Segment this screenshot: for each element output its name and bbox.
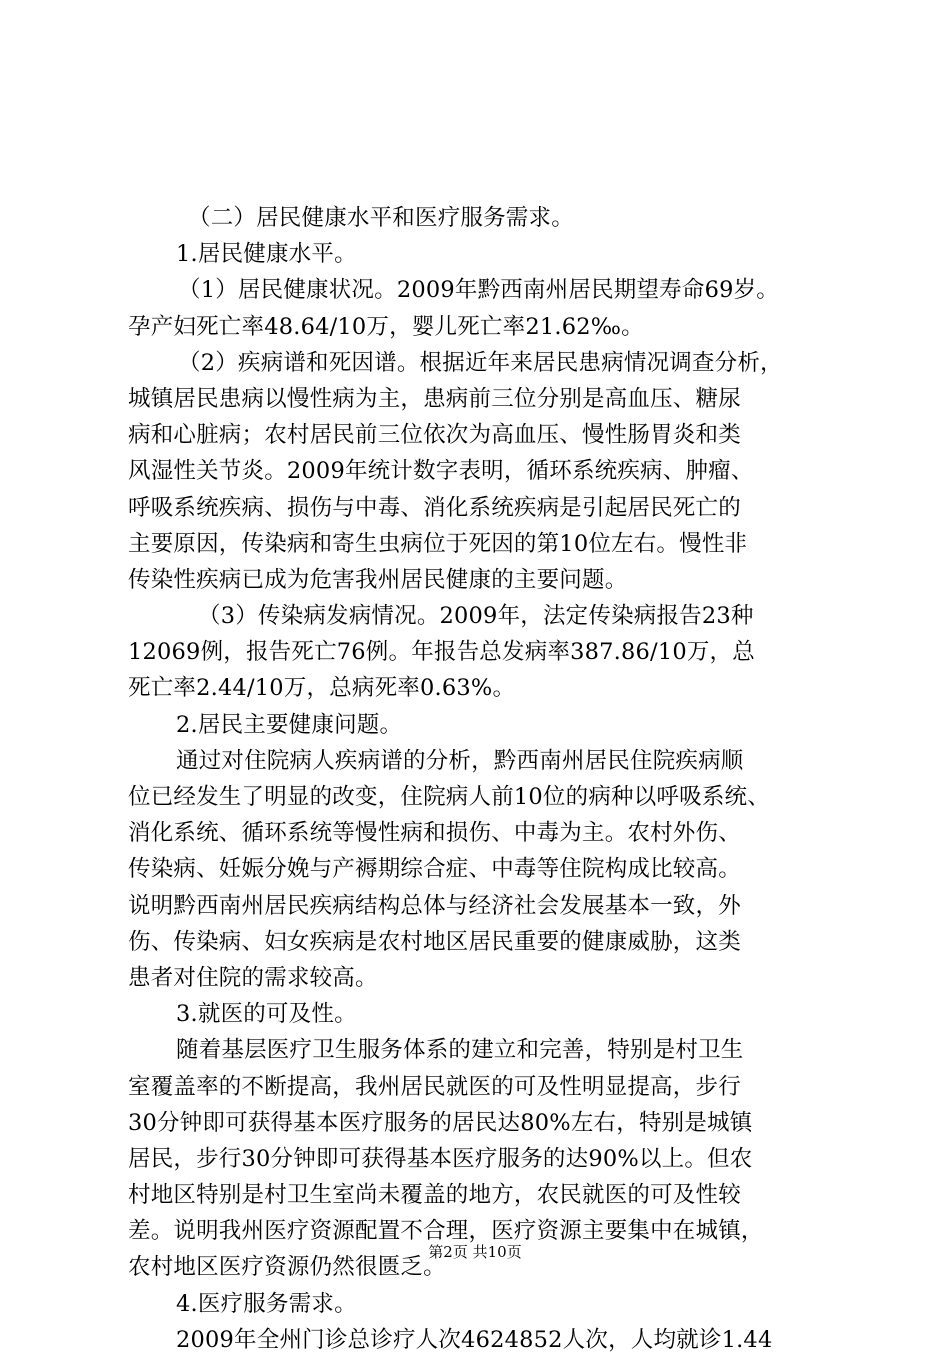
section-heading: （二）居民健康水平和医疗服务需求。 xyxy=(188,205,574,231)
paragraph-line: 死亡率2.44/10万，总病死率0.63%。 xyxy=(128,675,516,702)
paragraph-line: （1）居民健康状况。2009年黔西南州居民期望寿命69岁。 xyxy=(178,277,780,304)
paragraph-line: 12069例，报告死亡76例。年报告总发病率387.86/10万，总 xyxy=(128,639,755,666)
subsection-heading: 4.医疗服务需求。 xyxy=(176,1290,357,1317)
paragraph-line: 病和心脏病；农村居民前三位依次为高血压、慢性肠胃炎和类 xyxy=(128,422,741,449)
paragraph-line: 呼吸系统疾病、损伤与中毒、消化系统疾病是引起居民死亡的 xyxy=(128,494,741,521)
paragraph-line: 通过对住院病人疾病谱的分析，黔西南州居民住院疾病顺 xyxy=(176,747,744,774)
paragraph-line: 说明黔西南州居民疾病结构总体与经济社会发展基本一致，外 xyxy=(128,892,741,919)
paragraph-line: 随着基层医疗卫生服务体系的建立和完善，特别是村卫生 xyxy=(176,1037,744,1064)
paragraph-line: （2）疾病谱和死因谱。根据近年来居民患病情况调查分析， xyxy=(178,349,783,376)
paragraph-line: 孕产妇死亡率48.64/10万，婴儿死亡率21.62‰。 xyxy=(128,313,644,340)
paragraph-line: 城镇居民患病以慢性病为主，患病前三位分别是高血压、糖尿 xyxy=(128,385,741,412)
subsection-heading: 3.就医的可及性。 xyxy=(176,1001,357,1028)
paragraph-line: 村地区特别是村卫生室尚未覆盖的地方，农民就医的可及性较 xyxy=(128,1182,741,1209)
paragraph-line: 居民，步行30分钟即可获得基本医疗服务的达90%以上。但农 xyxy=(128,1145,753,1172)
paragraph-line: 传染性疾病已成为危害我州居民健康的主要问题。 xyxy=(128,566,628,593)
paragraph-line: 差。说明我州医疗资源配置不合理，医疗资源主要集中在城镇， xyxy=(128,1218,764,1245)
paragraph-line: 2009年全州门诊总诊疗人次4624852人次，人均就诊1.44 xyxy=(176,1326,773,1353)
paragraph-line: （3）传染病发病情况。2009年，法定传染病报告23种 xyxy=(198,603,754,630)
subsection-heading: 2.居民主要健康问题。 xyxy=(176,711,403,738)
paragraph-line: 位已经发生了明显的改变，住院病人前10位的病种以呼吸系统、 xyxy=(128,784,770,810)
document-body xyxy=(128,200,840,1358)
paragraph-line: 30分钟即可获得基本医疗服务的居民达80%左右，特别是城镇 xyxy=(128,1109,753,1136)
paragraph-line: 伤、传染病、妇女疾病是农村地区居民重要的健康威胁，这类 xyxy=(128,928,741,955)
paragraph-line: 传染病、妊娠分娩与产褥期综合症、中毒等住院构成比较高。 xyxy=(128,856,741,883)
paragraph-line: 主要原因，传染病和寄生虫病位于死因的第10位左右。慢性非 xyxy=(128,530,748,557)
paragraph-line: 消化系统、循环系统等慢性病和损伤、中毒为主。农村外伤、 xyxy=(128,820,741,847)
page-number-footer: 第2页 共10页 xyxy=(428,1243,522,1261)
paragraph-line: 农村地区医疗资源仍然很匮乏。 xyxy=(128,1254,446,1281)
paragraph-line: 风湿性关节炎。2009年统计数字表明，循环系统疾病、肿瘤、 xyxy=(128,458,754,485)
paragraph-line: 患者对住院的需求较高。 xyxy=(128,964,378,991)
paragraph-line: 室覆盖率的不断提高，我州居民就医的可及性明显提高，步行 xyxy=(128,1073,741,1100)
subsection-heading: 1.居民健康水平。 xyxy=(176,241,357,268)
